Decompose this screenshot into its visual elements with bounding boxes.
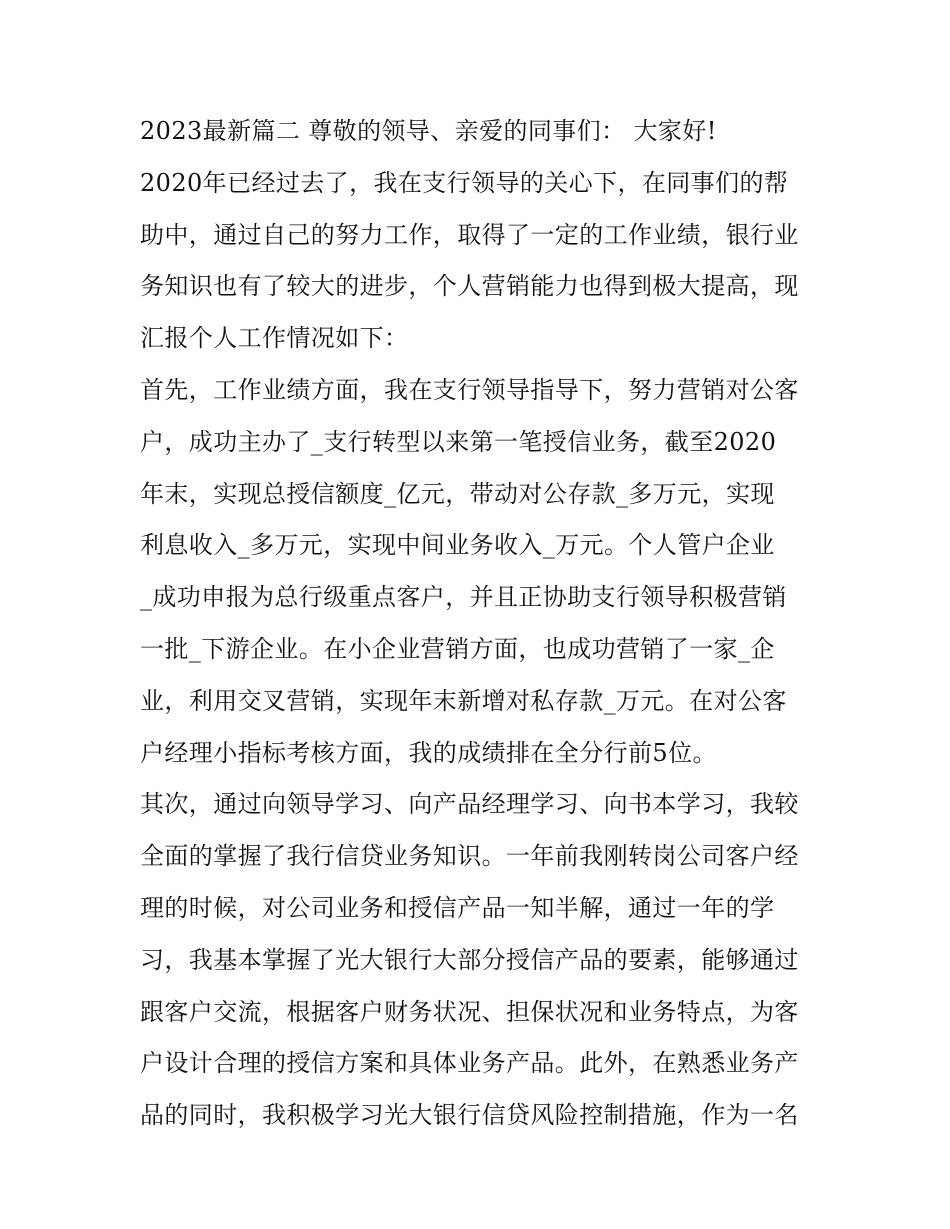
text-line: 品的同时，我积极学习光大银行信贷风险控制措施，作为一名: [140, 1101, 799, 1130]
text-line: 首先，工作业绩方面，我在支行领导指导下，努力营销对公客: [140, 375, 799, 404]
document-body: [140, 106, 820, 1142]
text-line: 年末，实现总授信额度_亿元，带动对公存款_多万元，实现: [140, 479, 775, 508]
text-line: _成功申报为总行级重点客户，并且正协助支行领导积极营销: [140, 583, 787, 612]
text-line: 全面的掌握了我行信贷业务知识。一年前我刚转岗公司客户经: [140, 842, 799, 871]
text-line: 跟客户交流，根据客户财务状况、担保状况和业务特点，为客: [140, 997, 799, 1026]
text-line: 理的时候，对公司业务和授信产品一知半解，通过一年的学: [140, 893, 775, 922]
text-line: 一批_下游企业。在小企业营销方面，也成功营销了一家_企: [140, 634, 775, 663]
text-line: 利息收入_多万元，实现中间业务收入_万元。个人管户企业: [140, 531, 775, 560]
text-line: 业，利用交叉营销，实现年末新增对私存款_万元。在对公客: [140, 686, 787, 715]
text-line: 户设计合理的授信方案和具体业务产品。此外，在熟悉业务产: [140, 1049, 799, 1078]
text-line: 助中，通过自己的努力工作，取得了一定的工作业绩，银行业: [140, 220, 799, 249]
text-line: 其次，通过向领导学习、向产品经理学习、向书本学习，我较: [140, 790, 799, 819]
text-line: 务知识也有了较大的进步，个人营销能力也得到极大提高，现: [140, 272, 799, 301]
text-line: 汇报个人工作情况如下：: [140, 324, 409, 353]
text-line-title: 2023最新篇二 尊敬的领导、亲爱的同事们： 大家好!: [140, 117, 717, 145]
text-line: 2020年已经过去了，我在支行领导的关心下，在同事们的帮: [140, 168, 789, 197]
text-line: 户，成功主办了_支行转型以来第一笔授信业务，截至2020: [140, 427, 777, 456]
text-line: 户经理小指标考核方面，我的成绩排在全分行前5位。: [140, 738, 717, 767]
text-line: 习，我基本掌握了光大银行大部分授信产品的要素，能够通过: [140, 945, 799, 974]
